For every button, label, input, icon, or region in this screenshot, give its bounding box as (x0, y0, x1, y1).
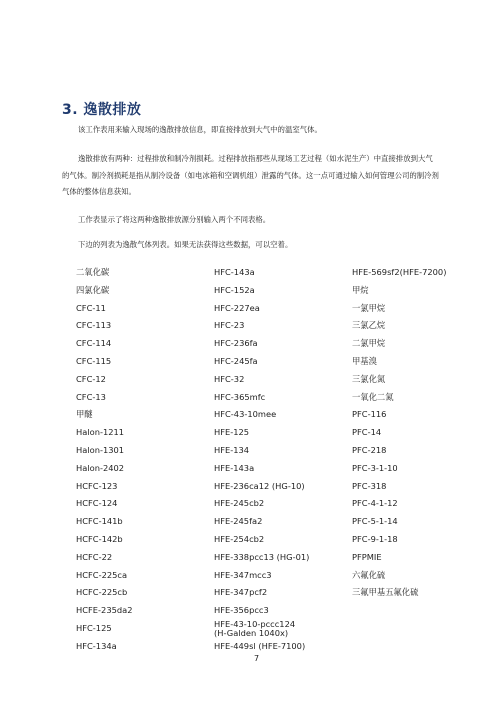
gas-list-item: PFC-5-1-14 (352, 516, 398, 527)
gas-list-item: PFC-14 (352, 427, 382, 438)
gas-list-item: HCFC-124 (76, 498, 118, 509)
worksheet-paragraph: 工作表显示了将这两种逸散排放源分别输入两个不同表格。 (78, 215, 271, 224)
gas-list-item: 三氯乙烷 (352, 320, 386, 331)
gas-list-item: HFC-134a (76, 640, 117, 651)
gas-list-item: HCFC-123 (76, 480, 118, 491)
gas-list-column-1 (76, 264, 133, 656)
gas-list-item: 四氯化碳 (76, 284, 110, 295)
gas-list-item: HFE-245cb2 (214, 498, 265, 509)
gas-list-item: HFE-254cb2 (214, 533, 265, 544)
gas-list-item: HFE-356pcc3 (214, 605, 269, 616)
gas-list-item: HFC-32 (214, 373, 245, 384)
gas-list-item: PFC-318 (352, 480, 387, 491)
gas-list-item: 二氯甲烷 (352, 338, 386, 349)
gas-list-item: CFC-13 (76, 391, 106, 402)
gas-list-item: HFE-347pcf2 (214, 587, 268, 598)
gas-list-item: 一氧化二氮 (352, 391, 394, 402)
gas-list-item: HFC-143a (214, 267, 255, 277)
gas-list-item: HFC-152a (214, 284, 255, 295)
gas-list-column-2 (214, 264, 309, 656)
gas-list-item: HFE-347mcc3 (214, 569, 272, 580)
gas-list-item: 一氯甲烷 (352, 302, 386, 313)
gas-list-item: PFPMIE (352, 551, 382, 562)
gas-list-item: HFC-125 (76, 622, 112, 633)
gas-list-item: HFC-23 (214, 320, 245, 331)
gas-list-item: HFC-236fa (214, 338, 258, 349)
gas-list-item: Halon-1211 (76, 427, 125, 438)
section-title: 3. 逸散排放 (62, 102, 142, 118)
gas-list-item: HFC-227ea (214, 302, 260, 313)
gas-list-intro-paragraph: 下边的列表为逸散气体列表。如果无法获得这些数据，可以空着。 (78, 240, 293, 249)
gas-list-item: HFE-569sf2(HFE-7200) (352, 267, 447, 277)
gas-list-item: 六氟化硫 (352, 569, 386, 580)
gas-list-item: PFC-116 (352, 409, 387, 420)
gas-list-item: CFC-11 (76, 302, 106, 313)
gas-list-item: HCFC-225cb (76, 587, 128, 598)
intro-paragraph: 该工作表用来输入现场的逸散排放信息，即直接排放到大气中的温室气体。 (78, 125, 322, 134)
gas-list-item: HFE-143a (214, 462, 255, 473)
emission-types-paragraph: 逸散排放有两种：过程排放和制冷剂损耗。过程排放指那些从现场工艺过程（如水泥生产）中直接排放到大气的气体。制冷剂损耗是指从制冷设备（如电冰箱和空调机组）泄露的气体。这一点可通过输入如何管理公司的制冷剂气体的整体信息获知。 (62, 154, 439, 196)
gas-list-item: PFC-9-1-18 (352, 533, 398, 544)
gas-list-item: HFE-449sl (HFE-7100) (214, 640, 306, 651)
gas-list-item: 三氟甲基五氟化硫 (352, 587, 419, 598)
gas-list-item: HCFC-141b (76, 516, 123, 527)
gas-list-item: HCFC-142b (76, 533, 123, 544)
gas-list-item: CFC-113 (76, 320, 112, 331)
gas-list-item: 甲醚 (76, 409, 93, 420)
gas-list-item: HCFC-22 (76, 551, 113, 562)
gas-list-item: HFC-43-10mee (214, 409, 277, 420)
gas-list-item: CFC-12 (76, 373, 106, 384)
gas-list-item: HFE-125 (214, 427, 250, 438)
gas-list-item: CFC-115 (76, 355, 112, 366)
gas-list-item: HFE-245fa2 (214, 516, 263, 527)
gas-list-item: HFC-365mfc (214, 391, 266, 402)
gas-list-item: HFE-236ca12 (HG-10) (214, 480, 305, 491)
gas-list-item: HFE-338pcc13 (HG-01) (214, 551, 310, 562)
gas-list-item: 甲基溴 (352, 355, 377, 366)
gas-list-item: PFC-4-1-12 (352, 498, 398, 509)
gas-list-item: PFC-218 (352, 444, 387, 455)
gas-list-item: CFC-114 (76, 338, 112, 349)
gas-list-item: HFE-43-10-pccc124 (H-Galden 1040x) (214, 618, 296, 638)
gas-list-item: Halon-1301 (76, 444, 125, 455)
gas-list-item: 二氧化碳 (76, 267, 110, 277)
gas-list-item: PFC-3-1-10 (352, 462, 398, 473)
gas-list-column-3 (352, 264, 446, 602)
gas-list-item: 甲烷 (352, 284, 369, 295)
gas-list-item: HCFC-225ca (76, 569, 128, 580)
gas-list-item: 三氯化氮 (352, 373, 386, 384)
gas-list-item: HFE-134 (214, 444, 250, 455)
gas-list-item: Halon-2402 (76, 462, 125, 473)
gas-list-item: HFC-245fa (214, 355, 258, 366)
page-number: 7 (253, 654, 260, 663)
gas-list-item: HCFE-235da2 (76, 605, 133, 616)
